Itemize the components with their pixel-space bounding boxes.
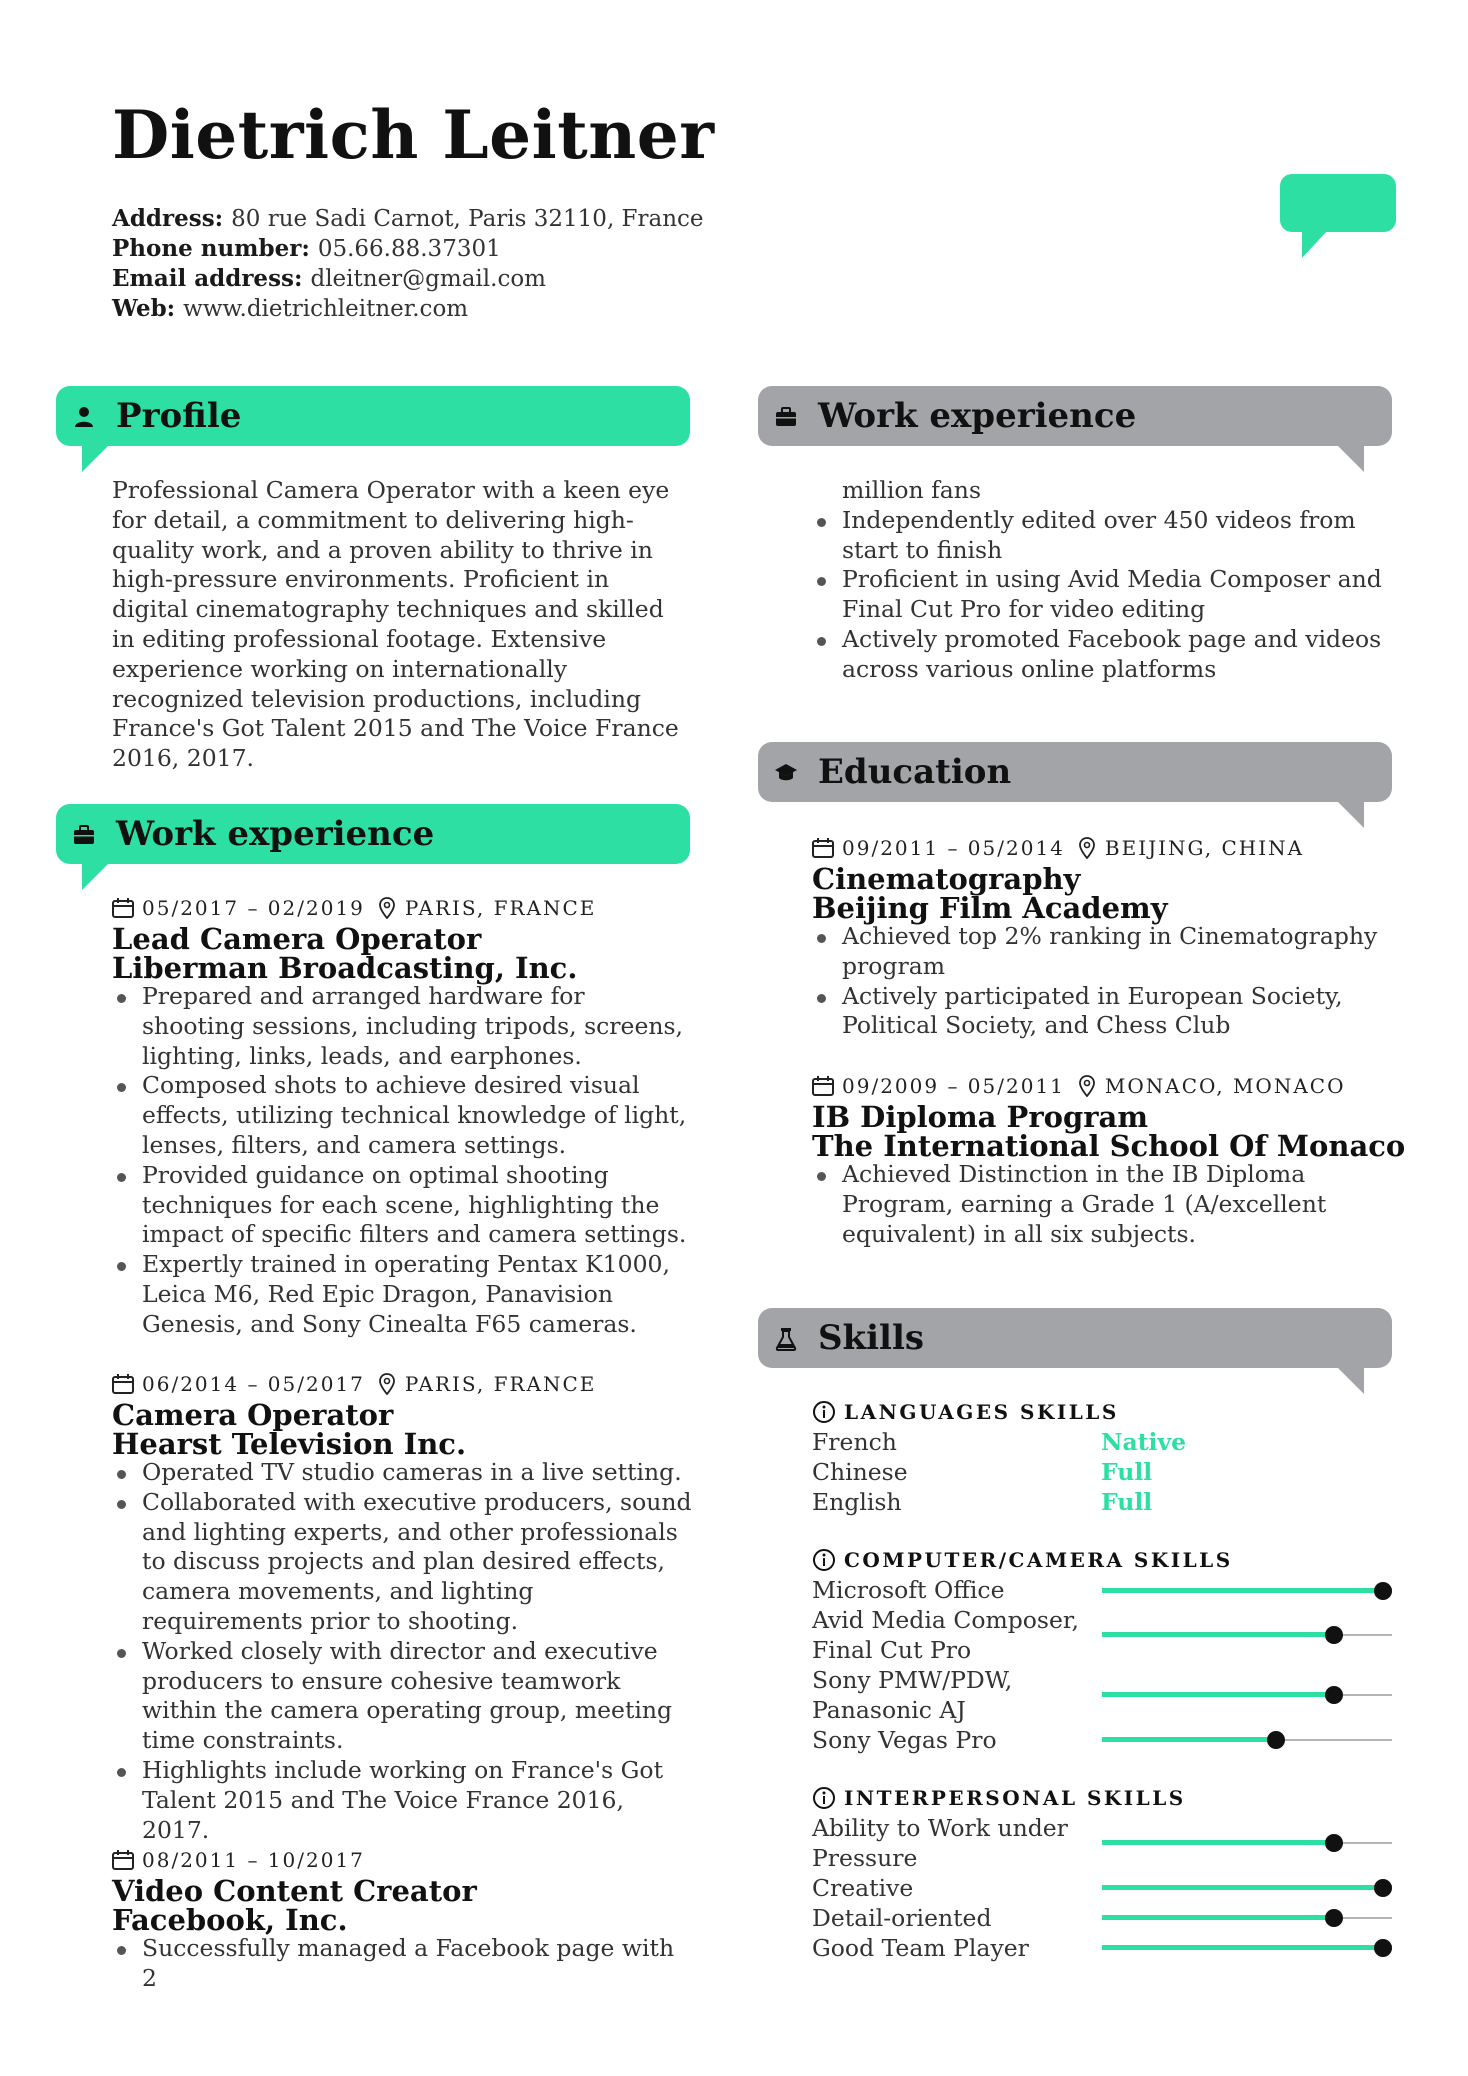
list-item: Actively promoted Facebook page and videos across various online platforms	[812, 625, 1397, 685]
info-icon	[812, 1786, 836, 1810]
language-level: Full	[1101, 1488, 1153, 1516]
skill-level-bar	[1102, 1917, 1392, 1919]
education-school: Beijing Film Academy	[812, 891, 1168, 925]
speech-bubble-icon	[1280, 174, 1396, 232]
language-name: French	[812, 1428, 897, 1456]
briefcase-icon	[774, 405, 798, 429]
flask-icon	[774, 1327, 798, 1351]
skill-level-fill	[1102, 1885, 1392, 1890]
calendar-icon	[112, 1850, 134, 1870]
contact-email: Email address: dleitner@gmail.com	[112, 265, 546, 292]
list-item: million fans	[842, 476, 982, 504]
skill-name: Sony PMW/PDW, Panasonic AJ	[812, 1666, 1013, 1724]
job-bullets	[112, 1458, 692, 1845]
computer-skills-heading: COMPUTER/CAMERA SKILLS	[812, 1548, 1233, 1572]
graduation-cap-icon	[774, 761, 798, 785]
skill-level-bar	[1102, 1887, 1392, 1889]
skill-name: Detail-oriented	[812, 1904, 992, 1932]
job-title: Lead Camera Operator	[112, 922, 482, 956]
list-item: Achieved Distinction in the IB Diploma Program, earning a Grade 1 (A/excellent equivalent) in all six subjects.	[812, 1160, 1397, 1249]
education-bullets	[812, 1160, 1397, 1249]
calendar-icon	[112, 1374, 134, 1394]
calendar-icon	[812, 838, 834, 858]
work-section-header: Work experience	[56, 804, 690, 864]
job-meta: 05/2017 – 02/2019 PARIS, FRANCE	[112, 896, 596, 920]
location-pin-icon	[379, 1373, 395, 1395]
skill-level-fill	[1102, 1692, 1334, 1697]
skill-level-bar	[1102, 1947, 1392, 1949]
list-item: Provided guidance on optimal shooting techniques for each scene, highlighting the impact of specific filters and camera settings.	[112, 1161, 692, 1250]
interpersonal-skills-heading: INTERPERSONAL SKILLS	[812, 1786, 1186, 1810]
person-icon	[72, 405, 96, 429]
skill-level-dot	[1325, 1909, 1343, 1927]
location-pin-icon	[379, 897, 395, 919]
info-icon	[812, 1548, 836, 1572]
profile-text: Professional Camera Operator with a keen eye for detail, a commitment to delivering high-quality work, and a proven ability to thrive in high-pressure environments. Proficient in digital cinematography techniques and skilled in editing professional footage. Extensive experience working on internationally recognized television productions, including France's Got Talent 2015 and The Voice France 2016, 2017.	[112, 476, 679, 773]
list-item: Proficient in using Avid Media Composer and Final Cut Pro for video editing	[812, 565, 1397, 625]
contact-web: Web: www.dietrichleitner.com	[112, 295, 469, 322]
info-icon	[812, 1400, 836, 1424]
job-company: Facebook, Inc.	[112, 1903, 348, 1937]
skill-name: Sony Vegas Pro	[812, 1726, 997, 1754]
skill-level-fill	[1102, 1945, 1392, 1950]
skill-level-bar	[1102, 1842, 1392, 1844]
skill-level-bar	[1102, 1634, 1392, 1636]
languages-skills-heading: LANGUAGES SKILLS	[812, 1400, 1119, 1424]
skill-level-dot	[1374, 1879, 1392, 1897]
list-item: Worked closely with director and executive producers to ensure cohesive teamwork within the camera operating group, meeting time constraints.	[112, 1637, 692, 1756]
skill-level-bar	[1102, 1739, 1392, 1741]
location-pin-icon	[1079, 837, 1095, 859]
contact-info	[112, 204, 704, 324]
education-meta: 09/2009 – 05/2011 MONACO, MONACO	[812, 1074, 1345, 1098]
job-bullets-continued	[812, 476, 1397, 685]
education-school: The International School Of Monaco	[812, 1129, 1406, 1163]
skill-level-dot	[1374, 1939, 1392, 1957]
skill-level-fill	[1102, 1737, 1276, 1742]
list-item: Independently edited over 450 videos from start to finish	[812, 506, 1397, 566]
list-item: Achieved top 2% ranking in Cinematography program	[812, 922, 1397, 982]
skill-level-dot	[1325, 1834, 1343, 1852]
skill-name: Microsoft Office	[812, 1576, 1005, 1604]
skill-level-dot	[1267, 1731, 1285, 1749]
list-item: Composed shots to achieve desired visual effects, utilizing technical knowledge of light, lenses, filters, and camera settings.	[112, 1071, 692, 1160]
list-item: Collaborated with executive producers, sound and lighting experts, and other professionals to discuss projects and plan desired effects, camera movements, and lighting requirements prior to shooting.	[112, 1488, 692, 1637]
language-level: Full	[1101, 1458, 1153, 1486]
skill-name: Good Team Player	[812, 1934, 1029, 1962]
contact-phone: Phone number: 05.66.88.37301	[112, 235, 501, 262]
education-degree: IB Diploma Program	[812, 1100, 1149, 1134]
job-title: Camera Operator	[112, 1398, 394, 1432]
skill-level-fill	[1102, 1840, 1334, 1845]
profile-section-header: Profile	[56, 386, 690, 446]
job-meta: 08/2011 – 10/2017	[112, 1848, 365, 1872]
job-bullets	[112, 1934, 692, 1994]
education-degree: Cinematography	[812, 862, 1081, 896]
skill-level-bar	[1102, 1694, 1392, 1696]
skills-section-header: Skills	[758, 1308, 1392, 1368]
skill-name: Ability to Work under Pressure	[812, 1814, 1068, 1872]
calendar-icon	[812, 1076, 834, 1096]
contact-address: Address: 80 rue Sadi Carnot, Paris 32110, France	[112, 205, 704, 232]
skill-level-dot	[1325, 1626, 1343, 1644]
job-bullets	[112, 982, 692, 1340]
work-continued-section-header: Work experience	[758, 386, 1392, 446]
job-company: Liberman Broadcasting, Inc.	[112, 951, 578, 985]
skill-level-fill	[1102, 1632, 1334, 1637]
skill-level-fill	[1102, 1588, 1392, 1593]
language-name: Chinese	[812, 1458, 908, 1486]
list-item: Operated TV studio cameras in a live setting.	[112, 1458, 692, 1488]
skill-name: Creative	[812, 1874, 914, 1902]
job-title: Video Content Creator	[112, 1874, 477, 1908]
location-pin-icon	[1079, 1075, 1095, 1097]
skill-level-fill	[1102, 1915, 1334, 1920]
skill-level-dot	[1325, 1686, 1343, 1704]
education-meta: 09/2011 – 05/2014 BEIJING, CHINA	[812, 836, 1304, 860]
job-meta: 06/2014 – 05/2017 PARIS, FRANCE	[112, 1372, 596, 1396]
calendar-icon	[112, 898, 134, 918]
skill-level-dot	[1374, 1582, 1392, 1600]
list-item: Actively participated in European Society, Political Society, and Chess Club	[812, 982, 1397, 1042]
list-item: Successfully managed a Facebook page with 2	[112, 1934, 692, 1994]
list-item: Expertly trained in operating Pentax K1000, Leica M6, Red Epic Dragon, Panavision Genesis, and Sony Cinealta F65 cameras.	[112, 1250, 692, 1339]
language-name: English	[812, 1488, 902, 1516]
list-item: Highlights include working on France's Got Talent 2015 and The Voice France 2016, 2017.	[112, 1756, 692, 1845]
candidate-name: Dietrich Leitner	[112, 96, 715, 174]
skill-level-bar	[1102, 1590, 1392, 1592]
skill-name: Avid Media Composer, Final Cut Pro	[812, 1606, 1080, 1664]
education-section-header: Education	[758, 742, 1392, 802]
job-company: Hearst Television Inc.	[112, 1427, 467, 1461]
list-item: Prepared and arranged hardware for shooting sessions, including tripods, screens, lighting, links, leads, and earphones.	[112, 982, 692, 1071]
language-level: Native	[1101, 1428, 1187, 1456]
education-bullets	[812, 922, 1397, 1041]
briefcase-icon	[72, 823, 96, 847]
